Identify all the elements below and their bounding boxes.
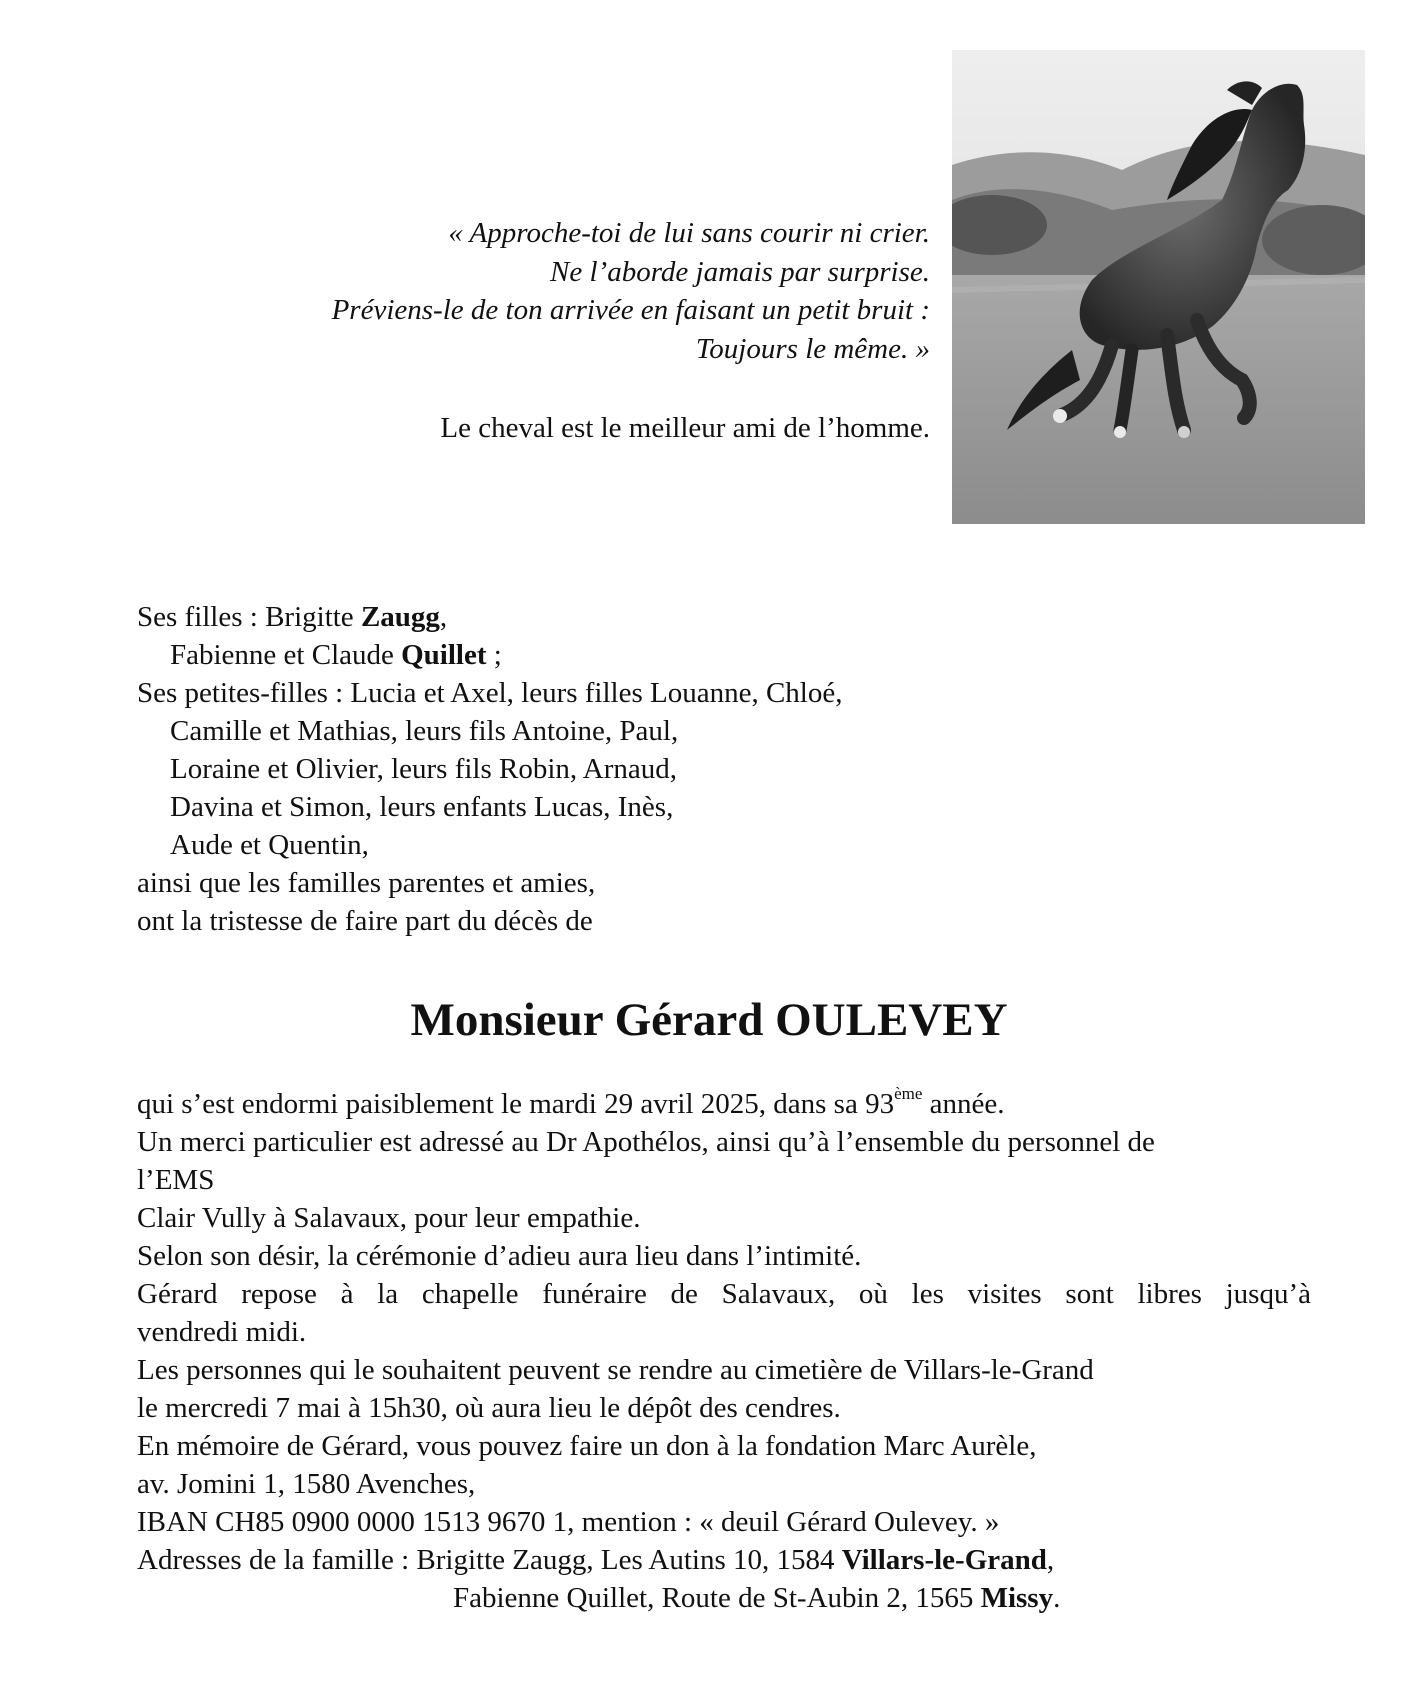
ordinal-suffix: ème (894, 1084, 923, 1103)
detail-line: Clair Vully à Salavaux, pour leur empathie. (137, 1202, 641, 1234)
family-line (137, 636, 1337, 674)
detail-line: En mémoire de Gérard, vous pouvez faire un don à la fondation Marc Aurèle, (137, 1430, 1037, 1462)
text: Ses filles : Brigitte (137, 601, 361, 633)
motto: Le cheval est le meilleur ami de l’homme. (440, 412, 930, 444)
text: Fabienne Quillet, Route de St-Aubin 2, 1565 (453, 1582, 981, 1614)
text: ; (486, 639, 502, 671)
locality: Missy (980, 1582, 1054, 1614)
text: Fabienne et Claude (170, 639, 402, 671)
family-address (137, 1541, 1311, 1579)
quote-line: Ne l’aborde jamais par surprise. (550, 255, 930, 288)
family-address (137, 1579, 1311, 1617)
detail-line (137, 1085, 1311, 1123)
text: qui s’est endormi paisiblement le mardi 29 avril 2025, dans sa 93 (137, 1088, 895, 1120)
family-line: Aude et Quentin, (170, 829, 369, 861)
deceased-name: Monsieur Gérard OULEVEY (410, 994, 1008, 1046)
text: . (1053, 1582, 1061, 1614)
detail-line: av. Jomini 1, 1580 Avenches, (137, 1468, 476, 1500)
family-line-daughters (137, 598, 1337, 636)
quote-line: Toujours le même. » (695, 332, 930, 365)
detail-line: l’EMS (137, 1164, 215, 1196)
text: , (1046, 1544, 1055, 1576)
detail-line-iban: IBAN CH85 0900 0000 1513 9670 1, mention : « deuil Gérard Oulevey. » (137, 1506, 1000, 1538)
family-line: Davina et Simon, leurs enfants Lucas, Inès, (170, 791, 674, 823)
surname: Quillet (401, 639, 487, 671)
detail-line: Un merci particulier est adressé au Dr Apothélos, ainsi qu’à l’ensemble du personnel de (137, 1126, 1155, 1158)
text: Adresses de la famille : Brigitte Zaugg, Les Autins 10, 1584 (137, 1544, 842, 1576)
surname: Zaugg (360, 601, 440, 633)
text: année. (922, 1088, 1005, 1120)
obituary-details (137, 1085, 1311, 1617)
family-line: ainsi que les familles parentes et amies, (137, 867, 596, 899)
family-line: Loraine et Olivier, leurs fils Robin, Arnaud, (170, 753, 678, 785)
detail-line: le mercredi 7 mai à 15h30, où aura lieu le dépôt des cendres. (137, 1392, 841, 1424)
detail-line: vendredi midi. (137, 1316, 307, 1348)
horse-photo (952, 50, 1365, 524)
detail-line: Gérard repose à la chapelle funéraire de Salavaux, où les visites sont libres jusqu’à (137, 1278, 1311, 1310)
quote-line: « Approche-toi de lui sans courir ni crier. (448, 217, 930, 249)
detail-line: Selon son désir, la cérémonie d’adieu aura lieu dans l’intimité. (137, 1240, 862, 1272)
family-announcement (137, 598, 1337, 940)
locality: Villars-le-Grand (841, 1544, 1047, 1576)
text: , (439, 601, 448, 633)
detail-line: Les personnes qui le souhaitent peuvent se rendre au cimetière de Villars-le-Grand (137, 1354, 1094, 1386)
epigraph-quote (200, 214, 930, 368)
family-line: ont la tristesse de faire part du décès de (137, 905, 593, 937)
family-line: Camille et Mathias, leurs fils Antoine, Paul, (170, 715, 679, 747)
quote-line: Préviens-le de ton arrivée en faisant un petit bruit : (331, 294, 930, 326)
family-line-granddaughters: Ses petites-filles : Lucia et Axel, leurs filles Louanne, Chloé, (137, 677, 843, 709)
